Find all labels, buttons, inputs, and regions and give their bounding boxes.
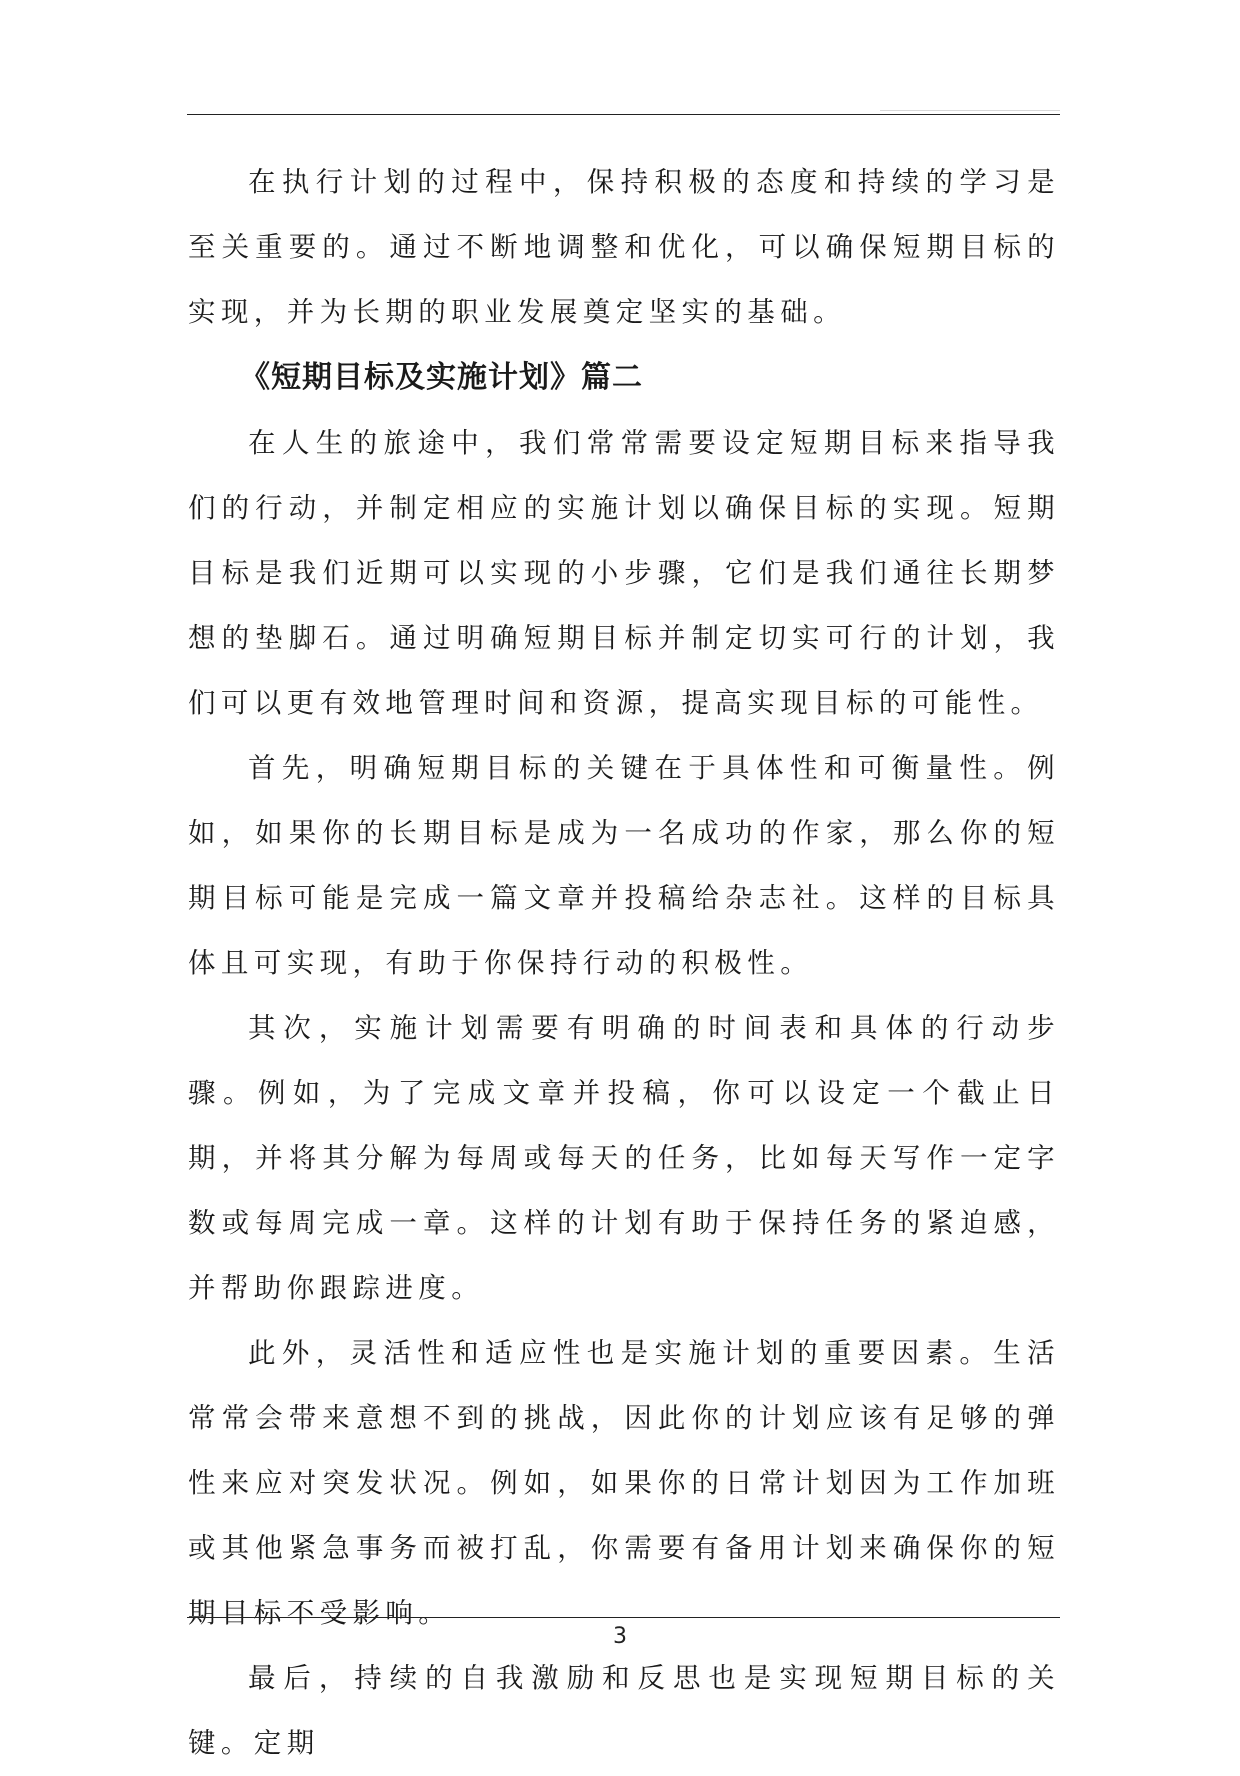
page-body — [188, 150, 1060, 1776]
header-rule-faint — [880, 110, 1060, 111]
paragraph: 最后，持续的自我激励和反思也是实现短期目标的关键。定期 — [188, 1662, 1060, 1759]
page-number: 3 — [613, 1624, 627, 1649]
paragraph: 其次，实施计划需要有明确的时间表和具体的行动步骤。例如，为了完成文章并投稿，你可以设定一个截止日期，并将其分解为每周或每天的任务，比如每天写作一定字数或每周完成一章。这样的计划有助于保持任务的紧迫感，并帮助你跟踪进度。 — [188, 1012, 1060, 1304]
paragraph: 在执行计划的过程中，保持积极的态度和持续的学习是至关重要的。通过不断地调整和优化，可以确保短期目标的实现，并为长期的职业发展奠定坚实的基础。 — [188, 166, 1060, 328]
header-rule — [187, 114, 1060, 115]
paragraph: 此外，灵活性和适应性也是实施计划的重要因素。生活常常会带来意想不到的挑战，因此你的计划应该有足够的弹性来应对突发状况。例如，如果你的日常计划因为工作加班或其他紧急事务而被打乱，你需要有备用计划来确保你的短期目标不受影响。 — [188, 1337, 1060, 1629]
footer-rule — [187, 1617, 1060, 1618]
paragraph: 首先，明确短期目标的关键在于具体性和可衡量性。例如，如果你的长期目标是成为一名成功的作家，那么你的短期目标可能是完成一篇文章并投稿给杂志社。这样的目标具体且可实现，有助于你保持行动的积极性。 — [188, 752, 1060, 979]
paragraph: 在人生的旅途中，我们常常需要设定短期目标来指导我们的行动，并制定相应的实施计划以确保目标的实现。短期目标是我们近期可以实现的小步骤，它们是我们通往长期梦想的垫脚石。通过明确短期目标并制定切实可行的计划，我们可以更有效地管理时间和资源，提高实现目标的可能性。 — [188, 427, 1060, 719]
section-title: 《短期目标及实施计划》篇二 — [240, 360, 643, 395]
